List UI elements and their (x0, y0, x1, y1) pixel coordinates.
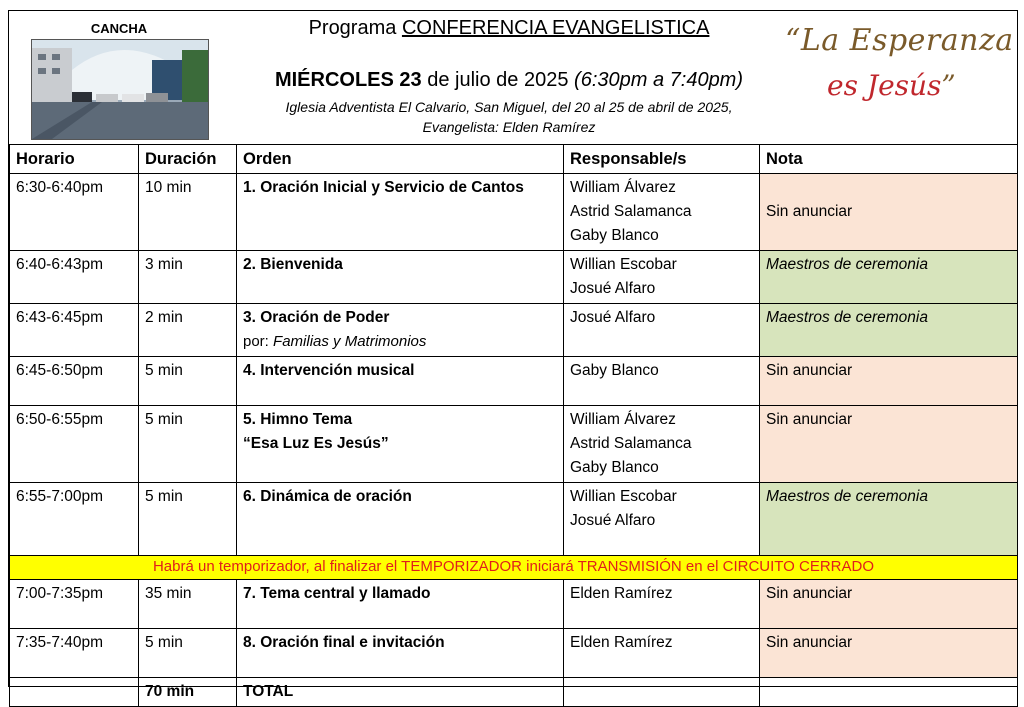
cell-orden (237, 483, 564, 556)
cell-duracion: 5 min (139, 483, 237, 556)
cell-duracion: 5 min (139, 406, 237, 483)
cell-orden (237, 251, 564, 304)
cell-responsables (564, 580, 760, 629)
orden-title: 7. Tema central y llamado (243, 585, 431, 602)
date-month-year: de julio de 2025 (427, 69, 569, 91)
orden-title: 1. Oración Inicial y Servicio de Cantos (243, 179, 524, 196)
cell-responsables (564, 483, 760, 556)
cell-duracion: 5 min (139, 357, 237, 406)
cell-nota (760, 629, 1018, 678)
cell-orden (237, 174, 564, 251)
cell-orden (237, 357, 564, 406)
nota-text: Sin anunciar (766, 203, 853, 220)
column-header-responsables: Responsable/s (564, 145, 760, 174)
total-label: TOTAL (237, 678, 564, 707)
responsable: Elden Ramírez (570, 585, 673, 602)
column-header-nota: Nota (760, 145, 1018, 174)
orden-title: 4. Intervención musical (243, 362, 415, 379)
orden-title: 3. Oración de Poder (243, 309, 390, 326)
agenda-table (9, 144, 1018, 707)
table-row (10, 406, 1018, 483)
responsable: Gaby Blanco (570, 459, 659, 476)
table-row (10, 251, 1018, 304)
slogan-line-1: “La Esperanza (785, 23, 1014, 58)
date-day: MIÉRCOLES 23 (274, 69, 422, 91)
cell-nota-empty (760, 678, 1018, 707)
program-document (8, 10, 1018, 700)
responsable: Josué Alfaro (570, 512, 656, 529)
cell-nota (760, 304, 1018, 357)
cell-horario: 6:40-6:43pm (10, 251, 139, 304)
total-duration: 70 min (139, 678, 237, 707)
total-row (10, 678, 1018, 707)
table-row (10, 483, 1018, 556)
orden-title: 6. Dinámica de oración (243, 488, 412, 505)
cell-responsables (564, 406, 760, 483)
cell-horario: 6:50-6:55pm (10, 406, 139, 483)
cell-nota (760, 251, 1018, 304)
cell-nota (760, 357, 1018, 406)
cell-horario: 7:35-7:40pm (10, 629, 139, 678)
cell-horario: 6:55-7:00pm (10, 483, 139, 556)
cell-orden (237, 580, 564, 629)
cell-responsables-empty (564, 678, 760, 707)
orden-subtitle: “Esa Luz Es Jesús” (243, 435, 389, 452)
responsable: Willian Escobar (570, 256, 677, 273)
responsable: Gaby Blanco (570, 362, 659, 379)
evangelist-text: Evangelista: Elden Ramírez (422, 119, 596, 135)
cell-duracion: 3 min (139, 251, 237, 304)
transmission-banner-row (10, 556, 1018, 580)
cell-duracion: 2 min (139, 304, 237, 357)
table-row (10, 629, 1018, 678)
nota-text: Sin anunciar (766, 411, 853, 428)
responsable: Josué Alfaro (570, 280, 656, 297)
orden-title: 5. Himno Tema (243, 411, 353, 428)
responsable: Gaby Blanco (570, 227, 659, 244)
cell-nota (760, 483, 1018, 556)
cell-nota (760, 580, 1018, 629)
responsable: William Álvarez (570, 179, 676, 196)
table-row (10, 174, 1018, 251)
cell-orden (237, 629, 564, 678)
responsable: Astrid Salamanca (570, 435, 692, 452)
table-row (10, 357, 1018, 406)
date-time-range: (6:30pm a 7:40pm) (574, 69, 744, 91)
cell-responsables (564, 174, 760, 251)
column-header-horario: Horario (10, 145, 139, 174)
title-main: CONFERENCIA EVANGELISTICA (401, 17, 710, 39)
nota-text: Maestros de ceremonia (766, 309, 928, 326)
cell-horario-empty (10, 678, 139, 707)
program-place (209, 97, 809, 137)
cell-nota (760, 174, 1018, 251)
program-title (209, 17, 809, 40)
slogan-line-2-text: es Jesús (827, 69, 942, 102)
cell-duracion: 5 min (139, 629, 237, 678)
nota-text: Sin anunciar (766, 362, 853, 379)
program-header (9, 11, 1017, 143)
orden-sub-prefix: por: (243, 333, 269, 350)
agenda-header-row (10, 145, 1018, 174)
cell-horario: 6:45-6:50pm (10, 357, 139, 406)
slogan-line-2 (827, 69, 1017, 102)
slogan-close-quote: ” (941, 69, 956, 102)
court-photo-image (32, 40, 208, 139)
nota-text: Maestros de ceremonia (766, 256, 928, 273)
responsable: Astrid Salamanca (570, 203, 692, 220)
responsable: Josué Alfaro (570, 309, 656, 326)
place-text: Iglesia Adventista El Calvario, San Miguel, del 20 al 25 de abril de 2025, (285, 99, 733, 115)
cell-horario: 6:30-6:40pm (10, 174, 139, 251)
orden-title: 2. Bienvenida (243, 256, 343, 273)
transmission-banner: Habrá un temporizador, al finalizar el TEMPORIZADOR iniciará TRANSMISIÓN en el CIRCUITO CERRADO (10, 556, 1018, 580)
cell-horario: 6:43-6:45pm (10, 304, 139, 357)
cell-orden (237, 406, 564, 483)
title-prefix: Programa (308, 17, 397, 39)
cell-nota (760, 406, 1018, 483)
nota-text: Maestros de ceremonia (766, 488, 928, 505)
orden-title: 8. Oración final e invitación (243, 634, 445, 651)
orden-sub-italic: Familias y Matrimonios (273, 333, 427, 350)
cell-responsables (564, 357, 760, 406)
responsable: William Álvarez (570, 411, 676, 428)
orden-subtitle (243, 333, 426, 350)
responsable: Willian Escobar (570, 488, 677, 505)
cell-duracion: 35 min (139, 580, 237, 629)
cell-responsables (564, 629, 760, 678)
program-date (209, 69, 809, 92)
column-header-duracion: Duración (139, 145, 237, 174)
cell-orden (237, 304, 564, 357)
nota-text: Sin anunciar (766, 634, 853, 651)
column-header-orden: Orden (237, 145, 564, 174)
table-row (10, 304, 1018, 357)
cell-responsables (564, 304, 760, 357)
cell-duracion: 10 min (139, 174, 237, 251)
table-row (10, 580, 1018, 629)
nota-text: Sin anunciar (766, 585, 853, 602)
cell-horario: 7:00-7:35pm (10, 580, 139, 629)
court-photo (31, 39, 209, 140)
cancha-label: CANCHA (90, 21, 148, 36)
cell-responsables (564, 251, 760, 304)
responsable: Elden Ramírez (570, 634, 673, 651)
